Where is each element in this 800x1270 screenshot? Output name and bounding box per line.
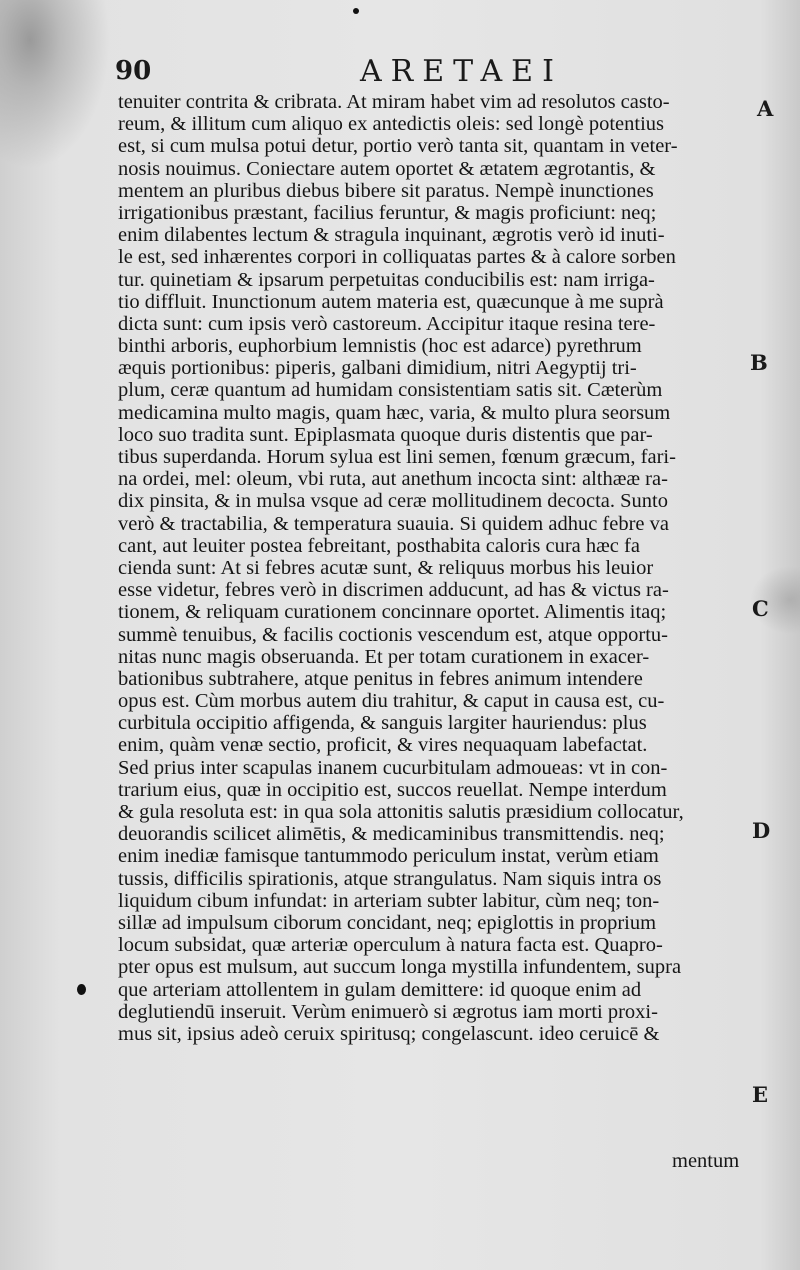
text-line: enim inediæ famisque tantummodo periculum instat, verùm etiam [118, 845, 659, 868]
text-line: est, si cum mulsa potui detur, portio verò tanta sit, quantam in veter- [118, 135, 678, 158]
text-line: nitas nunc magis obseruanda. Et per totam curationem in exacer- [118, 645, 650, 668]
text-line: loco suo tradita sunt. Epiplasmata quoque duris distentis que par- [118, 423, 653, 446]
margin-marker-d: D [752, 818, 771, 843]
text-line: esse videtur, febres verò in discrimen adducunt, ad has & victus ra- [118, 579, 669, 602]
page-header [115, 52, 755, 92]
text-line: tibus superdanda. Horum sylua est lini semen, fœnum græcum, fari- [118, 446, 676, 468]
text-line: mentem an pluribus diebus bibere sit paratus. Nempè inunctiones [118, 179, 654, 202]
text-line: reum, & illitum cum aliquo ex antedictis oleis: sed longè potentius [118, 113, 665, 136]
ink-spot [77, 984, 86, 995]
text-line: opus est. Cùm morbus autem diu trahitur, & caput in causa est, cu- [118, 690, 665, 713]
text-line: tussis, difficilis spirationis, atque strangulatus. Nam siquis intra os [118, 867, 662, 890]
text-line: locum subsidat, quæ arteriæ operculum à natura facta est. Quapro- [118, 934, 663, 957]
text-line: bationibus subtrahere, atque penitus in febres animum intendere [118, 667, 643, 690]
text-line: binthi arboris, euphorbium lemnistis (hoc est adarce) pyrethrum [118, 335, 642, 358]
margin-marker-a: A [757, 96, 774, 121]
text-line: liquidum cibum infundat: in arteriam subter labitur, cùm neq; ton- [118, 889, 660, 912]
text-line: medicamina multo magis, quam hæc, varia, & multo plura seorsum [118, 401, 671, 424]
text-line: Sed prius inter scapulas inanem cucurbitulam admoueas: vt in con- [118, 756, 668, 779]
text-line: & gula resoluta est: in qua sola attonitis salutis præsidium collocatur, [118, 801, 684, 823]
catchword: mentum [672, 1150, 740, 1172]
running-head: ARETAEI [360, 54, 563, 89]
page-number: 90 [115, 56, 152, 86]
text-line: nosis nouimus. Coniectare autem oportet & ætatem ægrotantis, & [118, 157, 656, 180]
text-line: trarium eius, quæ in occipitio est, succos reuellat. Nempe interdum [118, 778, 667, 801]
text-line: tur. quinetiam & ipsarum perpetuitas conducibilis est: nam irriga- [118, 268, 655, 291]
text-line: que arteriam attollentem in gulam demittere: id quoque enim ad [118, 978, 642, 1001]
text-line: summè tenuibus, & facilis coctionis vescendum est, atque opportu- [118, 623, 668, 646]
text-line: na ordei, mel: oleum, vbi ruta, aut anethum incocta sint: althææ ra- [118, 468, 668, 491]
text-line: plum, ceræ quantum ad humidam consistentiam satis sit. Cæterùm [118, 379, 663, 402]
text-line: mus sit, ipsius adeò ceruix spiritusq; congelascunt. ideo ceruicē & [118, 1022, 660, 1045]
margin-marker-c: C [752, 596, 769, 621]
text-line: enim dilabentes lectum & stragula inquinant, ægrotis verò id inuti- [118, 224, 665, 247]
margin-marker-b: B [750, 350, 768, 375]
text-line: cienda sunt: At si febres acutæ sunt, & reliquus morbus his leuior [118, 556, 654, 579]
text-line: tionem, & reliquam curationem concinnare oportet. Alimentis itaq; [118, 601, 667, 624]
text-line: deuorandis scilicet alimētis, & medicaminibus transmittendis. neq; [118, 823, 665, 846]
text-line: enim, quàm venæ sectio, proficit, & vires nequaquam labefactat. [118, 734, 648, 757]
text-line: sillæ ad impulsum ciborum concidant, neq; epiglottis in proprium [118, 911, 657, 934]
text-line: dicta sunt: cum ipsis verò castoreum. Accipitur itaque resina tere- [118, 312, 656, 335]
ink-spot [353, 8, 359, 14]
text-line: verò & tractabilia, & temperatura suauia. Si quidem adhuc febre va [118, 512, 670, 535]
text-line: pter opus est mulsum, aut succum longa mystilla infundentem, supra [118, 956, 682, 979]
text-line: curbitula occipitio affigenda, & sanguis largiter hauriendus: plus [118, 712, 647, 735]
text-line: irrigationibus præstant, facilius feruntur, & magis proficiunt: neq; [118, 201, 657, 224]
text-line: deglutiendū inseruit. Verùm enimuerò si ægrotus iam morti proxi- [118, 1000, 658, 1023]
text-line: le est, sed inhærentes corpori in colliquatas partes & à calore sorben [118, 246, 676, 269]
body-text [118, 91, 748, 1045]
text-line: tenuiter contrita & cribrata. At miram habet vim ad resolutos casto- [118, 91, 670, 113]
text-line: tio diffluit. Inunctionum autem materia est, quæcunque à me suprà [118, 290, 664, 313]
margin-marker-e: E [752, 1082, 769, 1107]
text-line: dix pinsita, & in mulsa vsque ad ceræ mollitudinem decocta. Sunto [118, 490, 668, 513]
text-line: æquis portionibus: piperis, galbani dimidium, nitri Aegyptij tri- [118, 357, 637, 380]
text-line: cant, aut leuiter postea febreitant, posthabita caloris cura hæc fa [118, 534, 640, 557]
